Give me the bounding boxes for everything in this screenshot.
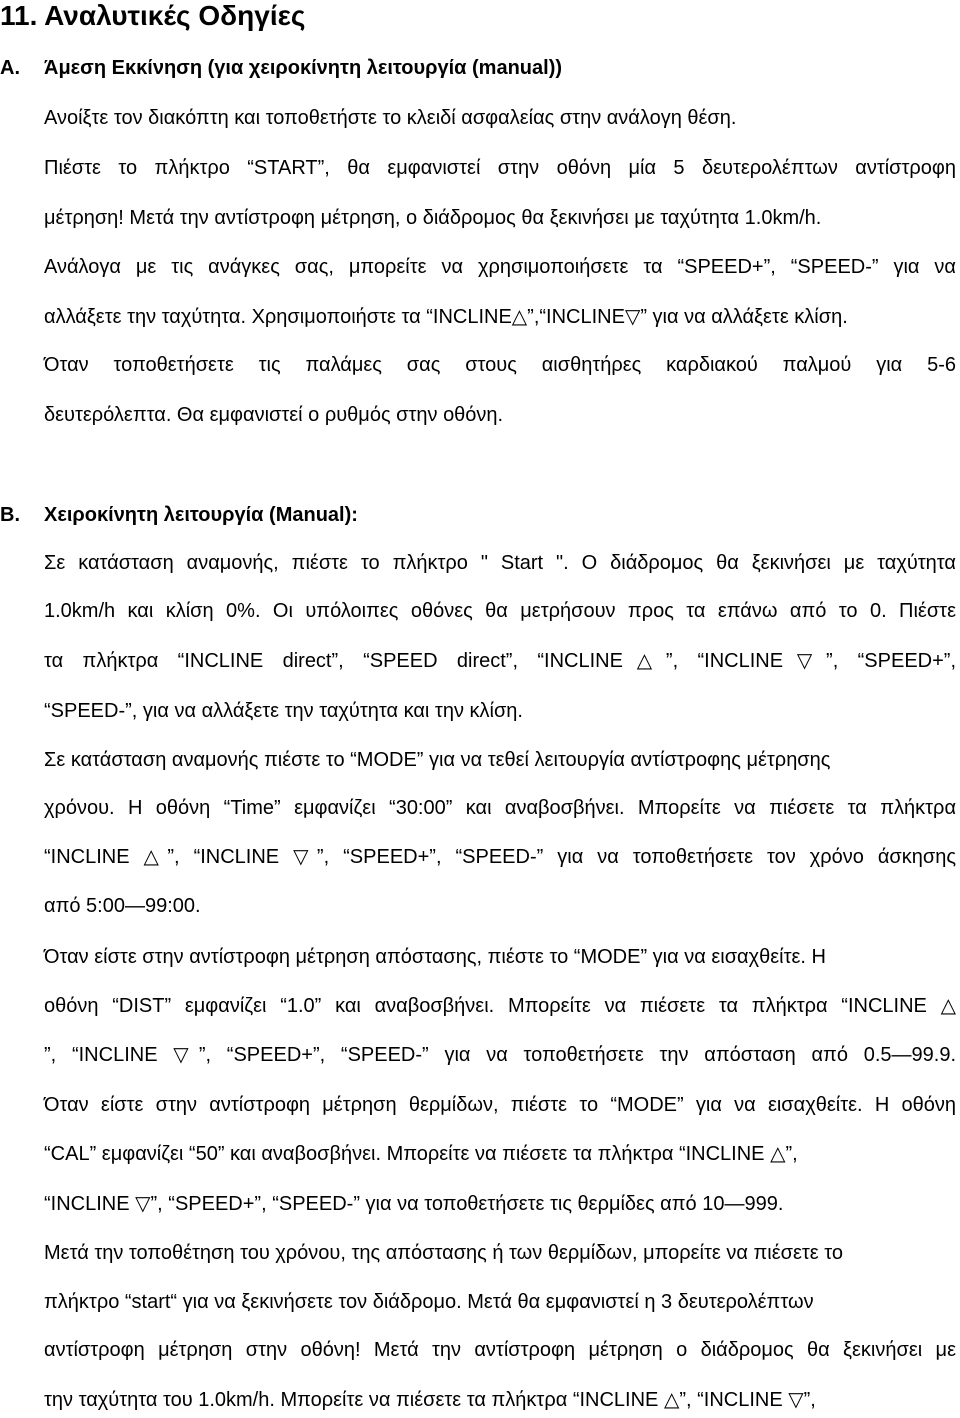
section-b-title: Χειροκίνητη λειτουργία (Manual): — [44, 504, 358, 526]
section-a-title: Άμεση Εκκίνηση (για χειροκίνητη λειτουργία (manual)) — [44, 57, 563, 79]
section-b-label: B. — [0, 504, 20, 526]
paragraph-line: αλλάξετε την ταχύτητα. Χρησιμοποιήστε τα “INCLINE△”,“INCLINE▽” για να αλλάξετε κλίση. — [44, 306, 848, 328]
section-a-label: A. — [0, 57, 20, 79]
paragraph-line: Σε κατάσταση αναμονής πιέστε το “MODE” για να τεθεί λειτουργία αντίστροφης μέτρησης — [44, 749, 831, 771]
paragraph-line: “CAL” εμφανίζει “50” και αναβοσβήνει. Μπορείτε να πιέσετε τα πλήκτρα “INCLINE △”, — [44, 1143, 798, 1165]
section-a-heading — [0, 58, 562, 78]
paragraph-line: Σε κατάσταση αναμονής, πιέστε το πλήκτρο " Start ". Ο διάδρομος θα ξεκινήσει με ταχύτητα — [44, 552, 956, 574]
paragraph-line: Ανάλογα με τις ανάγκες σας, μπορείτε να χρησιμοποιήσετε τα “SPEED+”, “SPEED-” για να — [44, 256, 956, 278]
paragraph-line: “INCLINE ▽”, “SPEED+”, “SPEED-” για να τοποθετήσετε τις θερμίδες από 10—999. — [44, 1193, 784, 1215]
paragraph-line: μέτρηση! Μετά την αντίστροφη μέτρηση, ο διάδρομος θα ξεκινήσει με ταχύτητα 1.0km/h. — [44, 207, 822, 229]
paragraph-line: “SPEED-”, για να αλλάξετε την ταχύτητα και την κλίση. — [44, 700, 523, 722]
paragraph-line: Ανοίξτε τον διακόπτη και τοποθετήστε το κλειδί ασφαλείας στην ανάλογη θέση. — [44, 107, 737, 129]
paragraph-line: αντίστροφη μέτρηση στην οθόνη! Μετά την αντίστροφη μέτρηση ο διάδρομος θα ξεκινήσει με — [44, 1339, 956, 1361]
paragraph-line: Όταν είστε στην αντίστροφη μέτρηση θερμίδων, πιέστε το “MODE” για να εισαχθείτε. Η οθόνη — [44, 1094, 956, 1116]
paragraph-line: ”, “INCLINE ▽”, “SPEED+”, “SPEED-” για να τοποθετήσετε την απόσταση από 0.5—99.9. — [44, 1044, 956, 1066]
paragraph-line: χρόνου. Η οθόνη “Time” εμφανίζει “30:00” και αναβοσβήνει. Μπορείτε να πιέσετε τα πλήκτρα — [44, 797, 956, 819]
paragraph-line: Πιέστε το πλήκτρο “START”, θα εμφανιστεί στην οθόνη μία 5 δευτερολέπτων αντίστροφη — [44, 157, 956, 179]
paragraph-line: δευτερόλεπτα. Θα εμφανιστεί ο ρυθμός στην οθόνη. — [44, 404, 504, 426]
paragraph-line: Μετά την τοποθέτηση του χρόνου, της απόστασης ή των θερμίδων, μπορείτε να πιέσετε το — [44, 1242, 844, 1264]
paragraph-line: τα πλήκτρα “INCLINE direct”, “SPEED direct”, “INCLINE△”, “INCLINE▽”, “SPEED+”, — [44, 650, 956, 672]
paragraph-line: 1.0km/h και κλίση 0%. Οι υπόλοιπες οθόνες θα μετρήσουν προς τα επάνω από το 0. Πιέστε — [44, 600, 956, 622]
paragraph-line: οθόνη “DIST” εμφανίζει “1.0” και αναβοσβήνει. Μπορείτε να πιέσετε τα πλήκτρα “INCLINE △ — [44, 995, 956, 1017]
paragraph-line: “INCLINE △”, “INCLINE ▽”, “SPEED+”, “SPEED-” για να τοποθετήσετε τον χρόνο άσκησης — [44, 846, 956, 868]
paragraph-line: Όταν τοποθετήσετε τις παλάμες σας στους αισθητήρες καρδιακού παλμού για 5-6 — [44, 354, 956, 376]
paragraph-line: πλήκτρο “start“ για να ξεκινήσετε τον διάδρομο. Μετά θα εμφανιστεί η 3 δευτερολέπτων — [44, 1291, 814, 1313]
paragraph-line: από 5:00—99:00. — [44, 895, 201, 917]
paragraph-line: την ταχύτητα του 1.0km/h. Μπορείτε να πιέσετε τα πλήκτρα “INCLINE △”, “INCLINE ▽”, — [44, 1389, 816, 1411]
paragraph-line: Όταν είστε στην αντίστροφη μέτρηση απόστασης, πιέστε το “MODE” για να εισαχθείτε. Η — [44, 946, 826, 968]
page-title: 11. Αναλυτικές Οδηγίες — [0, 0, 306, 31]
section-b-heading — [0, 505, 358, 525]
